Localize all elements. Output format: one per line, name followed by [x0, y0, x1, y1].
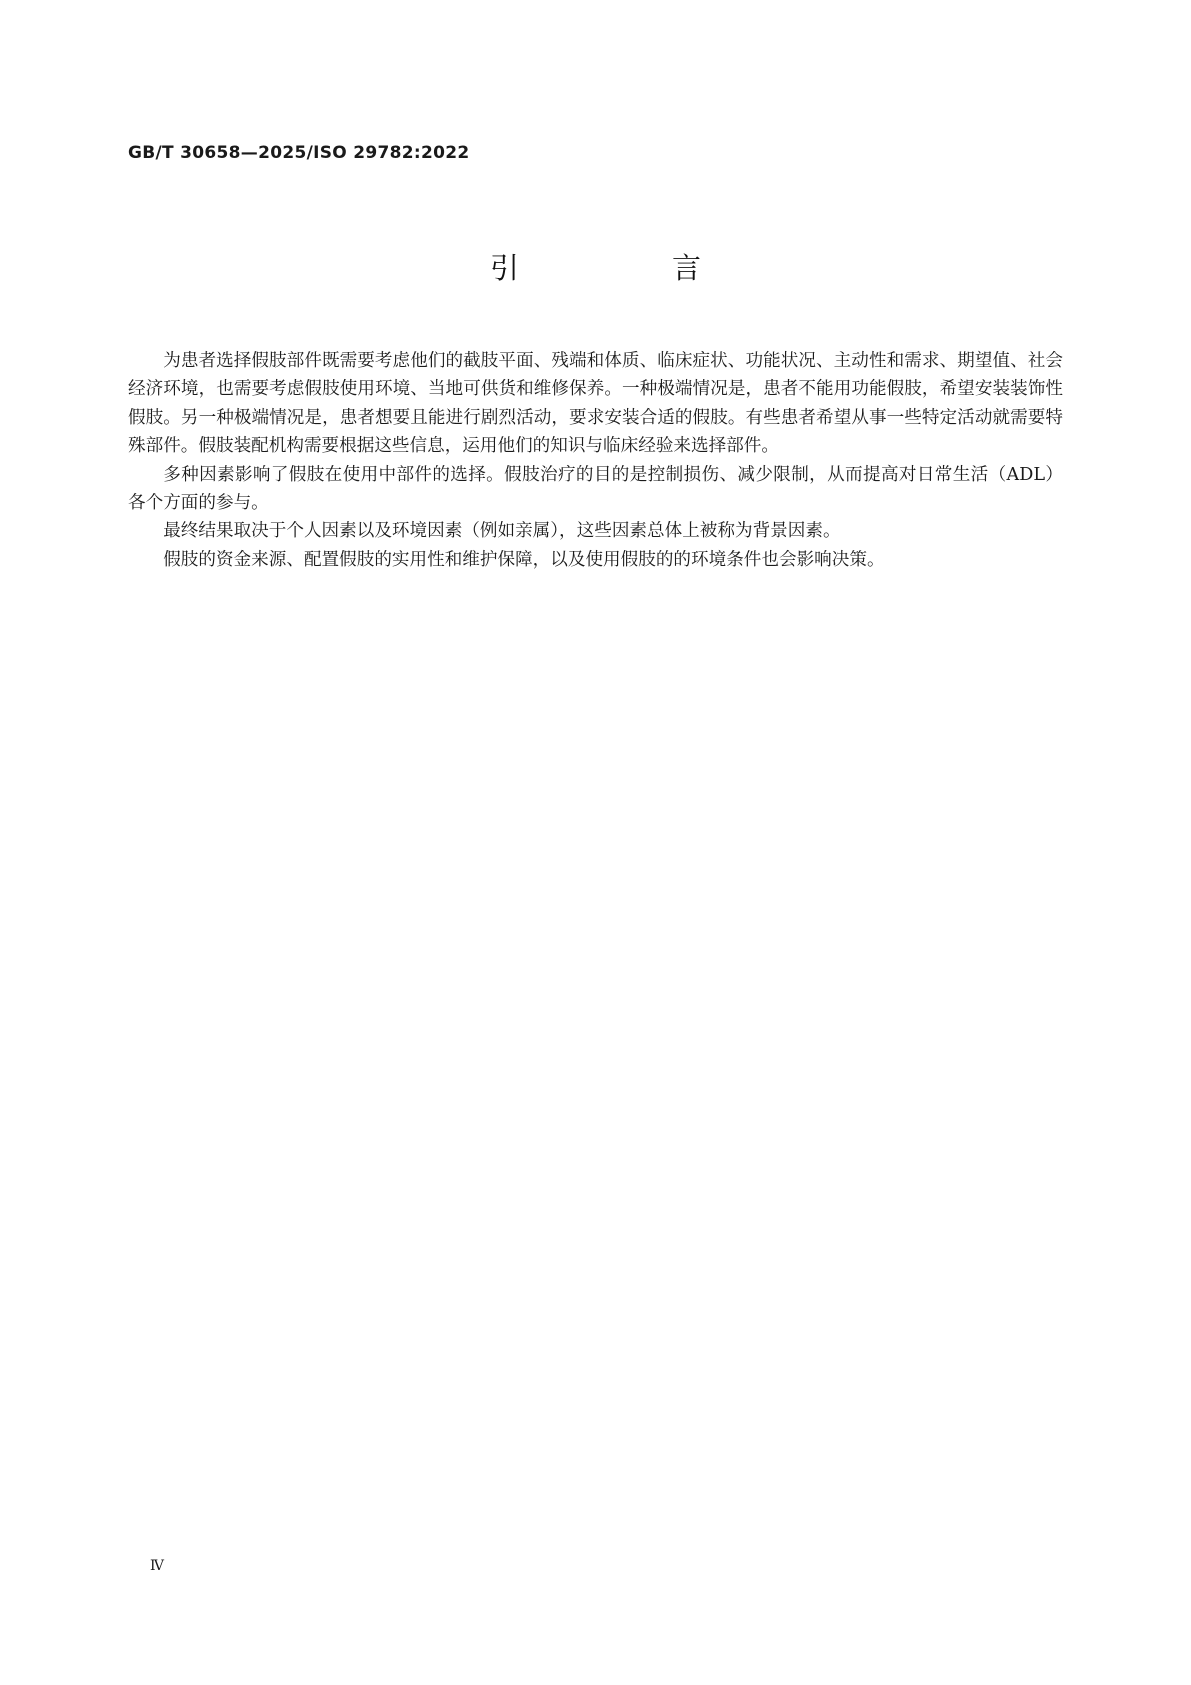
paragraph: 假肢的资金来源、配置假肢的实用性和维护保障，以及使用假肢的的环境条件也会影响决策。 — [163, 549, 885, 570]
paragraph: 为患者选择假肢部件既需要考虑他们的截肢平面、残端和体质、临床症状、功能状况、主动性和需求、期望值、社会经济环境，也需要考虑假肢使用环境、当地可供货和维修保养。一种极端情况是，患者不能用功能假肢，希望安装装饰性假肢。另一种极端情况是，患者想要且能进行剧烈活动，要求安装合适的假肢。有些患者希望从事一些特定活动就需要特殊部件。假肢装配机构需要根据这些信息，运用他们的知识与临床经验来选择部件。 — [128, 351, 1063, 457]
body-text — [128, 347, 1063, 574]
standard-number-header: GB/T 30658—2025/ISO 29782:2022 — [128, 143, 470, 163]
paragraph: 最终结果取决于个人因素以及环境因素（例如亲属），这些因素总体上被称为背景因素。 — [163, 521, 841, 542]
section-title: 引 言 — [489, 251, 763, 285]
paragraph: 多种因素影响了假肢在使用中部件的选择。假肢治疗的目的是控制损伤、减少限制，从而提高对日常生活（ADL）各个方面的参与。 — [128, 464, 1063, 514]
page-number: Ⅳ — [150, 1558, 164, 1574]
